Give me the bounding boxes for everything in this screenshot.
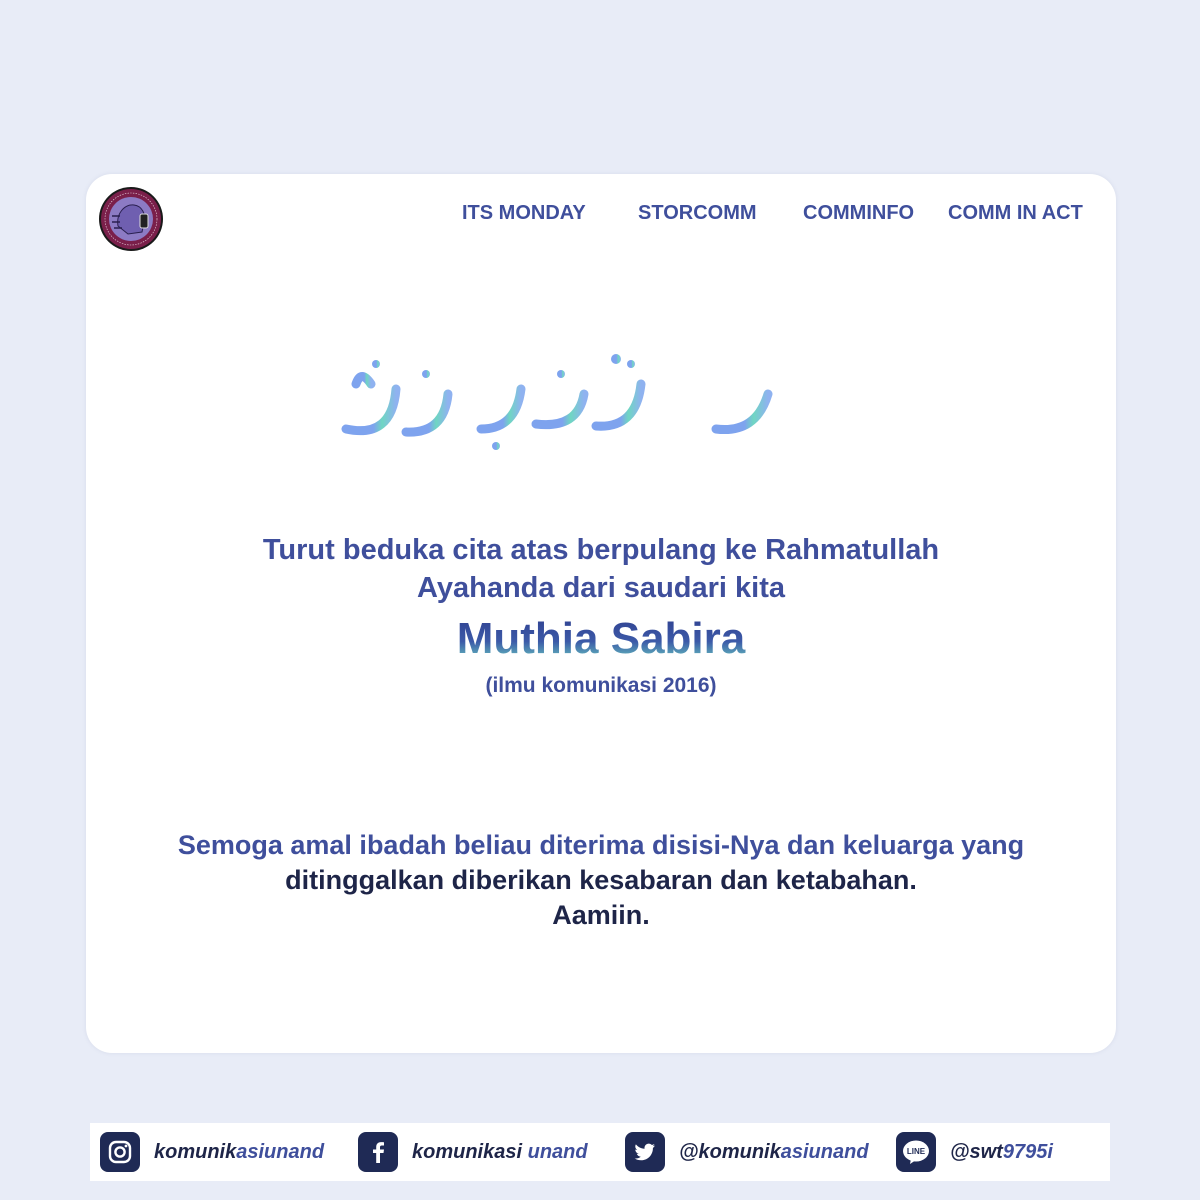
instagram-handle: komunikasiunand [154, 1140, 325, 1163]
line-icon [896, 1132, 936, 1172]
instagram-icon [100, 1132, 140, 1172]
prayer-line-2: ditinggalkan diberikan kesabaran dan ketabahan. [285, 865, 917, 895]
line-link[interactable] [896, 1131, 1053, 1173]
nav-comm-in-act[interactable]: COMM IN ACT [948, 202, 1083, 224]
nav-comminfo[interactable]: COMMINFO [803, 202, 915, 224]
organization-logo[interactable] [98, 186, 164, 252]
arabic-calligraphy [316, 334, 886, 464]
prayer-line-1: Semoga amal ibadah beliau diterima disisi-Nya dan keluarga yang [177, 830, 1025, 860]
prayer-line-3: Aamiin. [552, 900, 650, 930]
condolence-line-2: Ayahanda dari saudari kita [416, 572, 785, 604]
facebook-icon [358, 1132, 398, 1172]
instagram-link[interactable] [100, 1131, 324, 1173]
condolence-line-1: Turut beduka cita atas berpulang ke Rahmatullah [262, 534, 940, 566]
deceased-relative-name: Muthia Sabira [86, 614, 1116, 664]
twitter-icon [625, 1132, 665, 1172]
student-major: (ilmu komunikasi 2016) [485, 674, 717, 697]
line-handle: @swt9795i [950, 1140, 1053, 1163]
nav-storcomm[interactable]: STORCOMM [638, 202, 757, 224]
nav-its-monday[interactable]: ITS MONDAY [462, 202, 586, 224]
twitter-handle: @komunikasiunand [679, 1140, 869, 1163]
facebook-handle: komunikasi unand [412, 1140, 588, 1163]
facebook-link[interactable] [358, 1131, 588, 1173]
social-footer [90, 1123, 1110, 1181]
twitter-link[interactable] [625, 1131, 869, 1173]
announcement-card [86, 174, 1116, 1053]
svg-text:LINE: LINE [906, 1147, 926, 1156]
